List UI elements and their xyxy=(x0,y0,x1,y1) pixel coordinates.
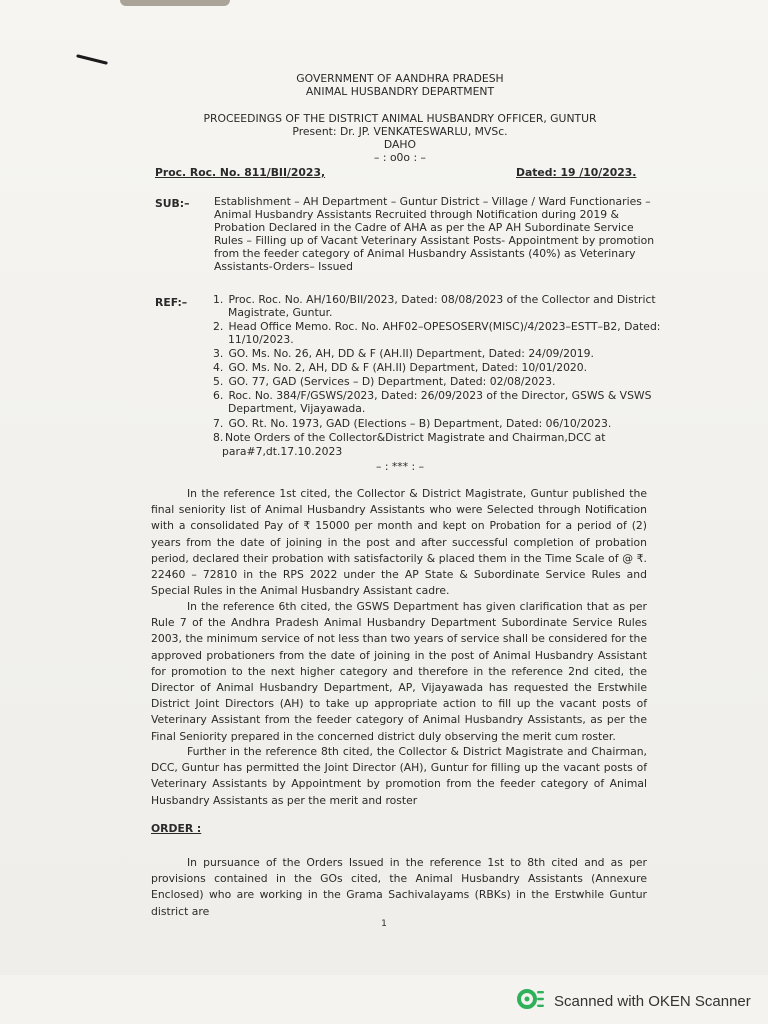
page-number: 1 xyxy=(381,919,387,929)
header-proceedings: PROCEEDINGS OF THE DISTRICT ANIMAL HUSBANDRY OFFICER, GUNTUR xyxy=(203,112,597,125)
oken-scanner-logo-icon xyxy=(516,988,546,1014)
order-paragraph: In pursuance of the Orders Issued in the reference 1st to 8th cited and as per provisions contained in the GOs cited, the Animal Husbandry Assistants (Annexure Enclosed) who are working in the Grama Sachivalayams (RBKs) in the Erstwhile Guntur district are xyxy=(151,856,647,918)
body-paragraph-2: In the reference 6th cited, the GSWS Department has given clarification that as per Rule 7 of the Andhra Pradesh Animal Husbandry Department Subordinate Service Rules 2003, the minimum service of not less than two years of service shall be considered for the approved probationers from the date of joining in the post of Animal Husbandry Assistant for promotion to the next higher category and therefore in the reference 2nd cited, the Director of Animal Husbandry Department, AP, Vijayawada has requested the Erstwhile District Joint Directors (AH) to take up appropriate action to fill up the vacant posts of Veterinary Assistant from the feeder category of Animal Husbandry Assistants, as per the Final Seniority prepared in the concerned district duly observing the merit cum roster. xyxy=(151,600,647,743)
reference-item-cont: 11/10/2023. xyxy=(228,333,294,346)
reference-item-cont: Department, Vijayawada. xyxy=(228,402,366,415)
proc-number: Proc. Roc. No. 811/BII/2023, xyxy=(155,166,326,179)
proc-dated: Dated: 19 /10/2023. xyxy=(516,166,637,179)
reference-item-cont: Magistrate, Guntur. xyxy=(228,306,333,319)
scanner-watermark xyxy=(516,990,751,1012)
subject-label: SUB:– xyxy=(155,197,190,210)
header-present: Present: Dr. JP. VENKATESWARLU, MVSc. xyxy=(292,125,508,138)
body-paragraph-3: Further in the reference 8th cited, the Collector & District Magistrate and Chairman, DCC, Guntur has permitted the Joint Director (AH), Guntur for filling up the vacant posts of Veterinary Assistants by Appointment by promotion from the feeder category of Animal Husbandry Assistants as per the merit and roster xyxy=(151,745,647,807)
subject-line: Assistants-Orders– Issued xyxy=(214,260,353,273)
reference-item: 2. Head Office Memo. Roc. No. AHF02–OPESOSERV(MISC)/4/2023–ESTT–B2, Dated: xyxy=(213,320,661,333)
pen-mark xyxy=(76,54,108,65)
subject-line: from the feeder category of Animal Husbandry Assistants (40%) as Veterinary xyxy=(214,247,636,260)
scan-smudge xyxy=(120,0,230,6)
order-heading: ORDER : xyxy=(151,822,202,835)
header-department: ANIMAL HUSBANDRY DEPARTMENT xyxy=(305,85,495,98)
header-separator: – : o0o : – xyxy=(374,151,426,164)
subject-line: Rules – Filling up of Vacant Veterinary Assistant Posts- Appointment by promotion xyxy=(214,234,655,247)
reference-item: 3. GO. Ms. No. 26, AH, DD & F (AH.II) Department, Dated: 24/09/2019. xyxy=(213,347,594,360)
reference-item: 8. Note Orders of the Collector&District Magistrate and Chairman,DCC at xyxy=(213,431,606,444)
subject-line: Probation Declared in the Cadre of AHA as per the AP AH Subordinate Service xyxy=(214,221,634,234)
reference-item: 6. Roc. No. 384/F/GSWS/2023, Dated: 26/09/2023 of the Director, GSWS & VSWS xyxy=(213,389,652,402)
reference-item: 7. GO. Rt. No. 1973, GAD (Elections – B) Department, Dated: 06/10/2023. xyxy=(213,417,612,430)
body-paragraph-1: In the reference 1st cited, the Collector & District Magistrate, Guntur published the final seniority list of Animal Husbandry Assistants who were Selected through Notification with a consolidated Pay of ₹ 15000 per month and kept on Probation for a period of (2) years from the date of joining in the post and after successful completion of probation period, declared their probation with satisfactorily & placed them in the Time Scale of @ ₹. 22460 – 72810 in the RPS 2022 under the AP State & Subordinate Service Rules and Special Rules in the Animal Husbandry Assistant cadre. xyxy=(151,487,647,598)
scanner-text: Scanned with OKEN Scanner xyxy=(554,992,751,1010)
header-designation: DAHO xyxy=(383,138,417,151)
subject-line: Establishment – AH Department – Guntur District – Village / Ward Functionaries – xyxy=(214,195,651,208)
header-government: GOVERNMENT OF AANDHRA PRADESH xyxy=(296,72,504,85)
subject-line: Animal Husbandry Assistants Recruited through Notification during 2019 & xyxy=(214,208,619,221)
reference-item-cont: para#7,dt.17.10.2023 xyxy=(222,445,343,458)
reference-item: 1. Proc. Roc. No. AH/160/BII/2023, Dated: 08/08/2023 of the Collector and District xyxy=(213,293,656,306)
reference-item: 5. GO. 77, GAD (Services – D) Department, Dated: 02/08/2023. xyxy=(213,375,556,388)
reference-label: REF:– xyxy=(155,296,188,309)
reference-separator: – : *** : – xyxy=(376,460,424,473)
reference-item: 4. GO. Ms. No. 2, AH, DD & F (AH.II) Department, Dated: 10/01/2020. xyxy=(213,361,588,374)
